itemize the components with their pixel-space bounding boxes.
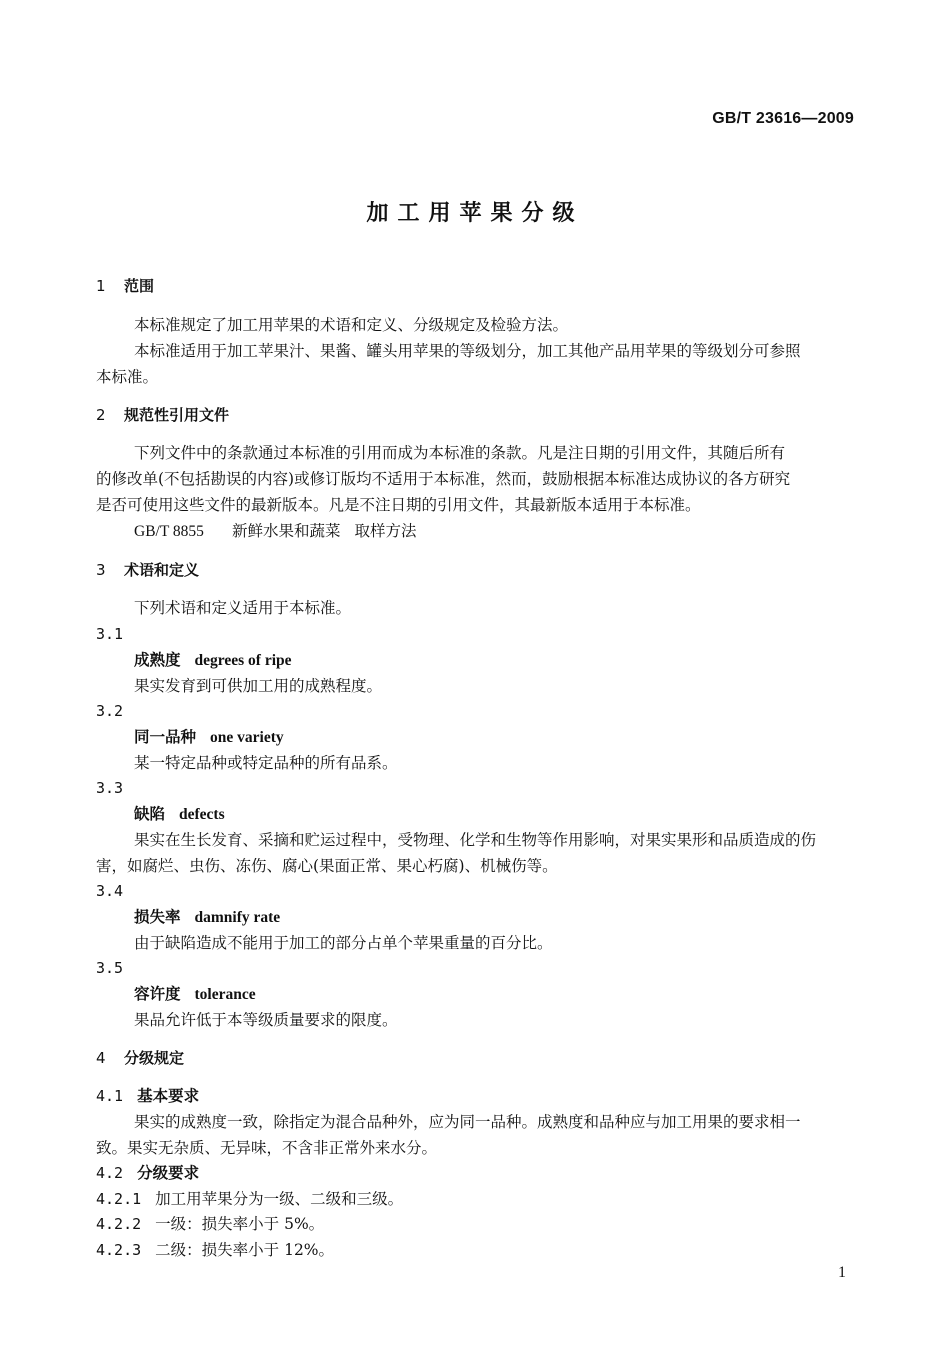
clause-item: 4.2.2 一级：损失率小于 5%。: [96, 1215, 325, 1233]
section-2-heading: 2 规范性引用文件: [96, 406, 230, 424]
section-2-paragraph: 的修改单(不包括勘误的内容)或修订版均不适用于本标准，然而，鼓励根据本标准达成协议的各方研究: [96, 470, 791, 488]
term-definition: 某一特定品种或特定品种的所有品系。: [134, 754, 398, 772]
term-number: 3.5: [96, 959, 124, 977]
term-definition: 果实发育到可供加工用的成熟程度。: [134, 677, 383, 695]
term-definition: 果实在生长发育、采摘和贮运过程中，受物理、化学和生物等作用影响，对果实果形和品质造成的伤: [134, 831, 817, 849]
term-number: 3.2: [96, 702, 124, 720]
clause-item: 4.2.3 二级：损失率小于 12%。: [96, 1241, 335, 1259]
term-heading: 成熟度 degrees of ripe: [134, 650, 292, 669]
subsection-4-1-heading: 4.1 基本要求: [96, 1087, 200, 1105]
term-number: 3.3: [96, 779, 124, 797]
term-number: 3.4: [96, 882, 124, 900]
subsection-4-2-heading: 4.2 分级要求: [96, 1164, 200, 1182]
term-heading: 同一品种 one variety: [134, 727, 284, 746]
normative-reference: GB/T 8855 新鲜水果和蔬菜 取样方法: [134, 522, 417, 540]
section-4-heading: 4 分级规定: [96, 1049, 185, 1067]
subsection-4-1-paragraph: 果实的成熟度一致，除指定为混合品种外，应为同一品种。成熟度和品种应与加工用果的要求相一: [134, 1113, 801, 1131]
section-1-paragraph: 本标准适用于加工苹果汁、果酱、罐头用苹果的等级划分，加工其他产品用苹果的等级划分可参照: [134, 342, 801, 360]
section-1-paragraph: 本标准。: [96, 368, 159, 386]
section-2-paragraph: 是否可使用这些文件的最新版本。凡是不注日期的引用文件，其最新版本适用于本标准。: [96, 496, 701, 514]
term-definition: 由于缺陷造成不能用于加工的部分占单个苹果重量的百分比。: [134, 934, 553, 952]
section-1-paragraph: 本标准规定了加工用苹果的术语和定义、分级规定及检验方法。: [134, 316, 569, 334]
section-3-heading: 3 术语和定义: [96, 561, 200, 579]
term-definition: 害，如腐烂、虫伤、冻伤、腐心(果面正常、果心朽腐)、机械伤等。: [96, 857, 558, 875]
section-3-intro: 下列术语和定义适用于本标准。: [134, 599, 352, 617]
term-definition: 果品允许低于本等级质量要求的限度。: [134, 1011, 398, 1029]
term-heading: 容许度 tolerance: [134, 984, 256, 1003]
page-number: 1: [838, 1264, 846, 1281]
term-heading: 缺陷 defects: [134, 804, 225, 823]
clause-item: 4.2.1 加工用苹果分为一级、二级和三级。: [96, 1190, 404, 1208]
document-title: 加工用苹果分级: [366, 201, 584, 226]
standard-code: GB/T 23616—2009: [712, 110, 854, 127]
subsection-4-1-paragraph: 致。果实无杂质、无异味，不含非正常外来水分。: [96, 1139, 438, 1157]
section-1-heading: 1 范围: [96, 277, 155, 295]
section-2-paragraph: 下列文件中的条款通过本标准的引用而成为本标准的条款。凡是注日期的引用文件，其随后所有: [134, 444, 786, 462]
term-number: 3.1: [96, 625, 124, 643]
term-heading: 损失率 damnify rate: [134, 907, 281, 926]
